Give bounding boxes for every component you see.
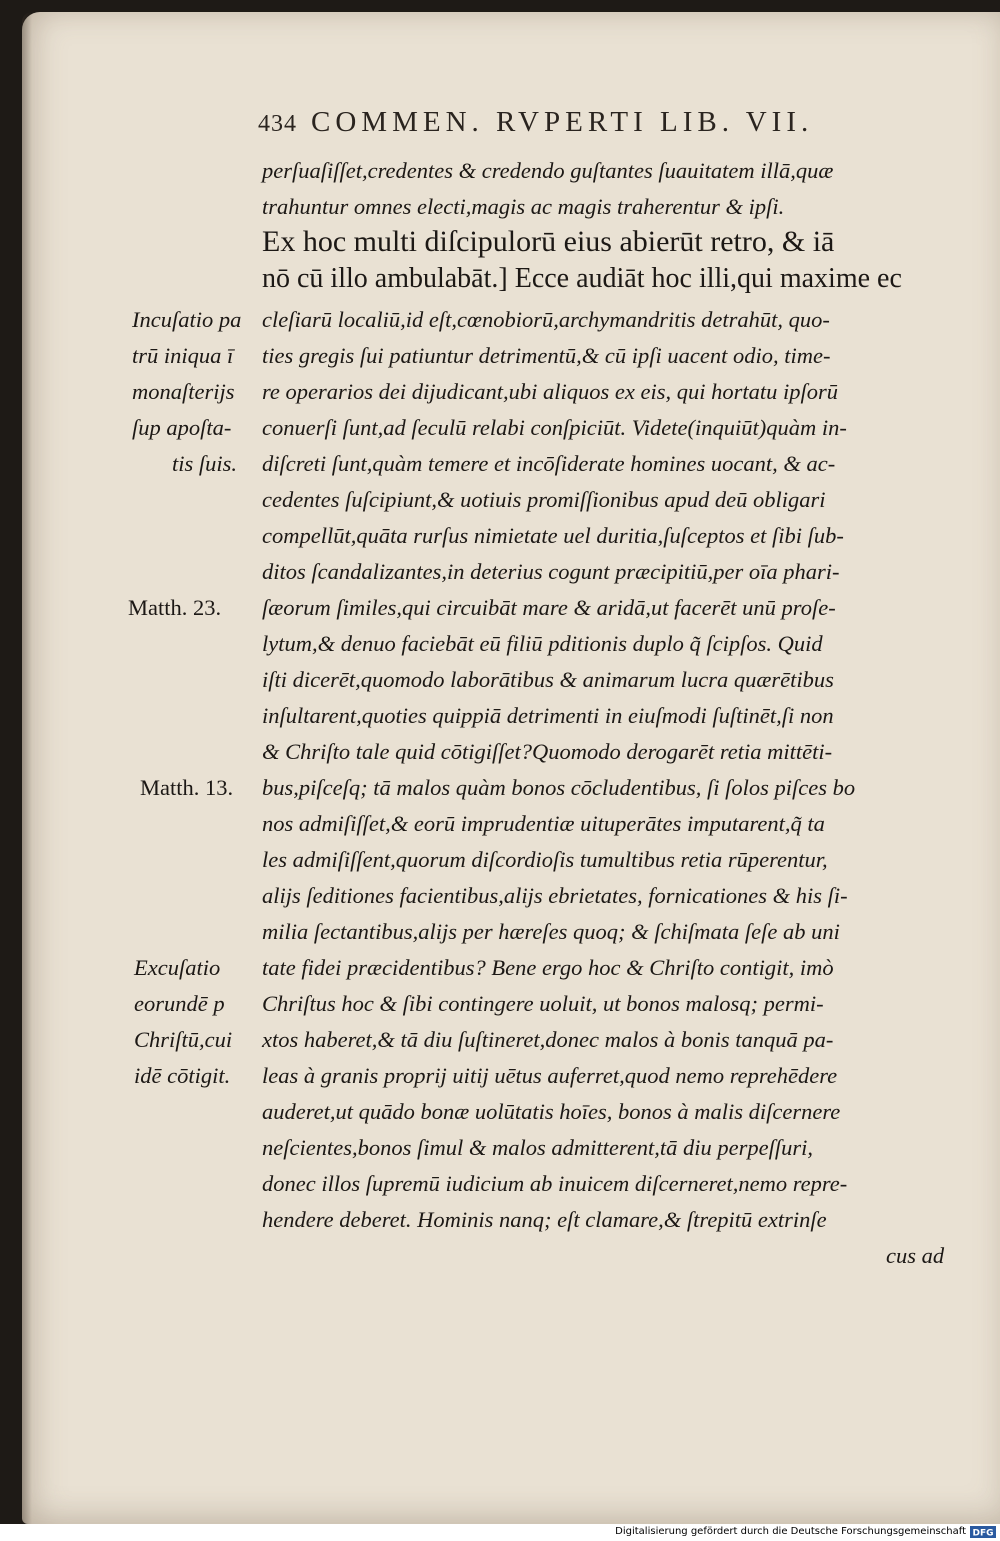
text-line: inſultarent,quoties quippiā detrimenti in eiuſmodi ſuſtinēt,ſi non bbox=[262, 703, 834, 728]
text-line: re operarios dei dijudicant,ubi aliquos ex eis, qui hortatu ipſorū bbox=[262, 379, 839, 404]
svg-text:DFG: DFG bbox=[972, 1528, 994, 1538]
text-line: neſcientes,bonos ſimul & malos admitterent,tā diu perpeſſuri, bbox=[262, 1135, 813, 1160]
text-line: nos admiſiſſet,& eorū imprudentiæ uituperātes imputarent,q̃ ta bbox=[262, 811, 825, 836]
page-number: 434 bbox=[258, 111, 297, 137]
funding-credit: Digitalisierung gefördert durch die Deutsche Forschungsgemeinschaft bbox=[615, 1526, 966, 1537]
text-line: bus,piſceſq; tā malos quàm bonos cōcludentibus, ſi ſolos piſces bo bbox=[262, 775, 856, 800]
text-line: perſuaſiſſet,credentes & credendo guſtantes ſuauitatem illā,quæ bbox=[262, 158, 834, 183]
text-line: ditos ſcandalizantes,in deterius cogunt præcipitiū,per oīa phari- bbox=[262, 559, 840, 584]
marginal-note: tis ſuis. bbox=[172, 451, 238, 476]
text-line: xtos haberet,& tā diu ſuſtineret,donec malos à bonis tanquā pa- bbox=[262, 1027, 834, 1052]
section-lemma-line: nō cū illo ambulabāt.] Ecce audiāt hoc illi,qui maxime ec bbox=[262, 263, 902, 294]
marginal-reference: Matth. 23. bbox=[128, 595, 222, 620]
text-line: donec illos ſupremū iudicium ab inuicem diſcerneret,nemo repre- bbox=[262, 1171, 848, 1196]
text-line: diſcreti ſunt,quàm temere et incōſiderate homines uocant, & ac- bbox=[262, 451, 836, 476]
marginal-note: Excuſatio bbox=[134, 955, 221, 980]
page-edge-shadow bbox=[22, 12, 32, 1524]
text-line: milia ſectantibus,alijs per hæreſes quoq; & ſchiſmata ſeſe ab uni bbox=[262, 919, 840, 944]
running-header bbox=[258, 106, 813, 139]
section-lemma-line: Ex hoc multi diſcipulorū eius abierūt retro, & iā bbox=[262, 225, 835, 258]
marginal-reference: Matth. 13. bbox=[140, 775, 234, 800]
dfg-logo-icon bbox=[970, 1526, 996, 1538]
text-line: ſæorum ſimiles,qui circuibāt mare & aridā,ut facerēt unū proſe- bbox=[262, 595, 836, 620]
marginal-note: monaſterijs bbox=[132, 379, 235, 404]
text-line: alijs ſeditiones facientibus,alijs ebrietates, fornicationes & his ſi- bbox=[262, 883, 848, 908]
text-line: cleſiarū localiū,id eſt,cœnobiorū,archymandritis detrahūt, quo- bbox=[262, 307, 830, 332]
text-line: auderet,ut quādo bonæ uolūtatis hoīes, bonos à malis diſcernere bbox=[262, 1099, 841, 1124]
text-line: les admiſiſſent,quorum diſcordioſis tumultibus retia rūperentur, bbox=[262, 847, 828, 872]
marginal-note: idē cōtigit. bbox=[134, 1063, 231, 1088]
text-line: tate fidei præcidentibus? Bene ergo hoc & Chriſto contigit, imò bbox=[262, 955, 834, 980]
text-line: lytum,& denuo faciebāt eū filiū pditionis duplo q̃ ſcipſos. Quid bbox=[262, 631, 823, 656]
running-title: COMMEN. RVPERTI LIB. VII. bbox=[311, 106, 814, 138]
text-line: conuerſi ſunt,ad ſeculū relabi conſpiciūt. Videte(inquiūt)quàm in- bbox=[262, 415, 847, 440]
text-line: compellūt,quāta rurſus nimietate uel duritia,ſuſceptos et ſibi ſub- bbox=[262, 523, 844, 548]
text-line: leas à granis proprij uitij uētus auferret,quod nemo reprehēdere bbox=[262, 1063, 838, 1088]
marginal-note: Incuſatio pa bbox=[132, 307, 242, 332]
text-line: Chriſtus hoc & ſibi contingere uoluit, ut bonos malosq; permi- bbox=[262, 991, 824, 1016]
text-line: & Chriſto tale quid cōtigiſſet?Quomodo derogarēt retia mittēti- bbox=[262, 739, 833, 764]
marginal-note: Chriſtū,cui bbox=[134, 1027, 233, 1052]
marginal-note: trū iniqua ī bbox=[132, 343, 234, 368]
text-line: ties gregis ſui patiuntur detrimentū,& cū ipſi uacent odio, time- bbox=[262, 343, 831, 368]
catchword: cus ad bbox=[886, 1243, 945, 1268]
text-line: hendere deberet. Hominis nanq; eſt clamare,& ſtrepitū extrinſe bbox=[262, 1207, 827, 1232]
marginal-note: ſup apoſta- bbox=[132, 415, 232, 440]
text-line: trahuntur omnes electi,magis ac magis traherentur & ipſi. bbox=[262, 194, 785, 219]
marginal-note: eorundē p bbox=[134, 991, 225, 1016]
text-line: iſti dicerēt,quomodo laborātibus & animarum lucra quærētibus bbox=[262, 667, 834, 692]
text-line: cedentes ſuſcipiunt,& uotiuis promiſſionibus apud deū obligari bbox=[262, 487, 826, 512]
